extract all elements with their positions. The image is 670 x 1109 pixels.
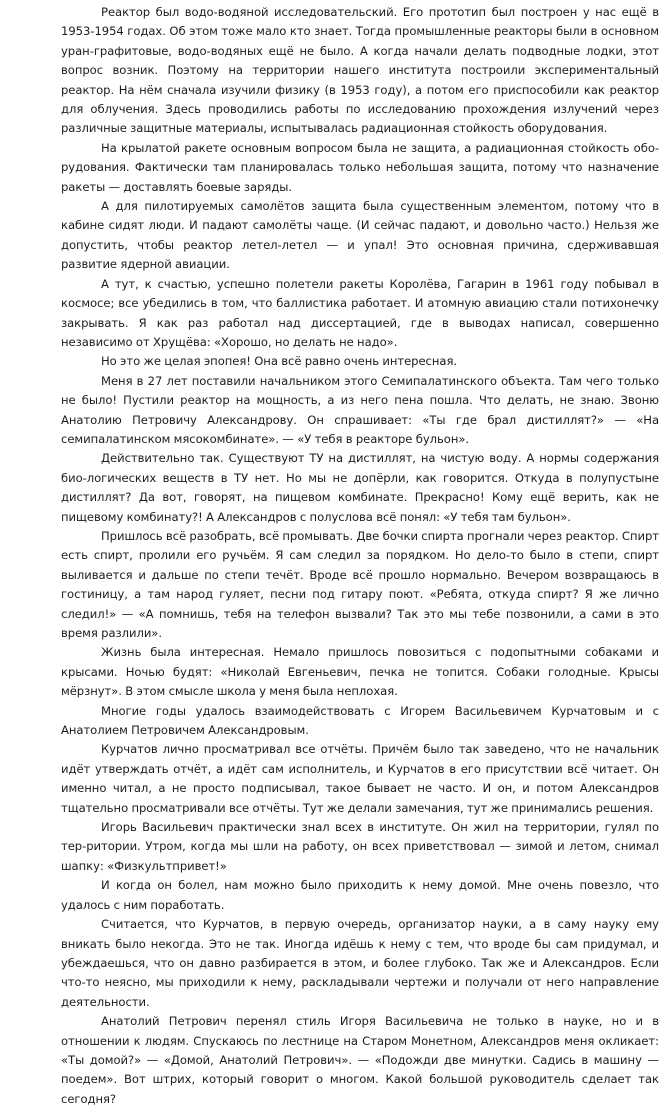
paragraph: И когда он болел, нам можно было приходить к нему домой. Мне очень повезло, что удалось с ним поработать. bbox=[61, 878, 659, 912]
paragraph: Курчатов лично просматривал все отчёты. Причём было так заведено, что не начальник идёт утверждать отчёт, а идёт сам исполнитель, и Курчатов в его присутствии всё читает. Он именно читал, а не просто подписывал, такое бывает не часто. И он, и потом Александров тщательно просматривали все отчёты. Тут же делали замечания, тут же принимались решения. bbox=[61, 742, 659, 815]
paragraph: А тут, к счастью, успешно полетели ракеты Королёва, Гагарин в 1961 году побывал в космосе; все убедились в том, что баллистика работает. И атомную авиацию стали потихонечку закрывать. Я как раз работал над диссертацией, где в выводах написал, совершенно независимо от Хрущёва: «Хорошо, но делать не надо». bbox=[61, 276, 659, 349]
paragraph: Считается, что Курчатов, в первую очередь, организатор науки, а в саму науку ему вникать было некогда. Это не так. Иногда идёшь к нему с тем, что вроде бы сам придумал, и убеждаешься, что он давно разбирается в этом, и более глубоко. Так же и Александров. Если что-то неясно, мы приходили к нему, раскладывали чертежи и получали от него направление деятельности. bbox=[61, 917, 659, 1009]
paragraph: Но это же целая эпопея! Она всё равно очень интересная. bbox=[101, 354, 458, 369]
paragraph: Меня в 27 лет поставили начальником этого Семипалатинского объекта. Там чего только не было! Пустили реактор на мощность, а из него пена пошла. Что делать, не знаю. Звоню Анатолию Петровичу Александрову. Он спрашивает: «Ты где брал дистиллят?» — «На семипалатинском мясокомбинате». — «У тебя в реакторе бульон». bbox=[61, 373, 659, 446]
paragraph: Многие годы удалось взаимодействовать с Игорем Васильевичем Курчатовым и с Анатолием Петровичем Александровым. bbox=[61, 703, 659, 738]
paragraph: Анатолий Петрович перенял стиль Игоря Васильевича не только в науке, но и в отношении к людям. Спускаюсь по лестнице на Старом Монетном, Александров меня окликает: «Ты домой?» — «Домой, Анатолий Петрович». — «Подожди две минутки. Садись в машину — поедем». Вот штрих, который говорит о многом. Какой большой руководитель сделает так сегодня? bbox=[61, 1014, 659, 1106]
paragraph: Игорь Васильевич практически знал всех в институте. Он жил на территории, гулял по тер-ритории. Утром, когда мы шли на работу, он всех приветствовал — зимой и летом, снимал шапку: «Физкультпривет!» bbox=[61, 820, 659, 873]
paragraph: Жизнь была интересная. Немало пришлось повозиться с подопытными собаками и крысами. Ночью будят: «Николай Евгеньевич, печка не топится. Собаки голодные. Крысы мёрзнут». В этом смысле школа у меня была неплохая. bbox=[61, 645, 659, 699]
paragraph: Реактор был водо-водяной исследовательский. Его прототип был построен у нас ещё в 1953-1954 годах. Об этом тоже мало кто знает. Тогда промышленные реакторы были в основном уран-графитовые, водо-водяных ещё не было. А когда начали делать подводные лодки, этот вопрос возник. Поэтому на территории нашего института построили экспериментальный реактор. На нём сначала изучили физику (в 1953 году), а потом его приспособили как реактор для облучения. Здесь проводились работы по исследованию прохождения излучений через различные защитные материалы, испытывалась радиационная стойкость оборудования. bbox=[61, 5, 659, 136]
paragraph: Действительно так. Существуют ТУ на дистиллят, на чистую воду. А нормы содержания био-логических веществ в ТУ нет. Но мы не допёрли, как говорится. Откуда в полупустыне дистиллят? Да вот, говорят, на пищевом комбинате. Прекрасно! Кому ещё верить, как не пищевому комбинату?! А Александров с полуслова всё понял: «У тебя там бульон». bbox=[61, 451, 659, 524]
paragraph: Пришлось всё разобрать, всё промывать. Две бочки спирта прогнали через реактор. Спирт есть спирт, пролили его ручьём. Я сам следил за порядком. Но дело-то было в степи, спирт выливается и дальше по степи течёт. Вроде всё прошло нормально. Вечером возвращаюсь в гостиницу, а там народ гуляет, песни под гитару поют. «Ребята, откуда спирт? Я же лично следил!» — «А помнишь, тебя на телефон вызвали? Так это мы тебе позвонили, а сами в это время разлили». bbox=[61, 528, 659, 640]
paragraph: На крылатой ракете основным вопросом была не защита, а радиационная стойкость обо-рудования. Фактически там планировалась только небольшая защита, потому что назначение ракеты — доставлять боевые заряды. bbox=[61, 140, 659, 194]
paragraph: А для пилотируемых самолётов защита была существенным элементом, потому что в кабине сидят люди. И падают самолёты чаще. (И сейчас падают, и довольно часто.) Нельзя же допустить, чтобы реактор летел-летел — и упал! Это основная причина, сдерживавшая развитие ядерной авиации. bbox=[61, 199, 659, 272]
